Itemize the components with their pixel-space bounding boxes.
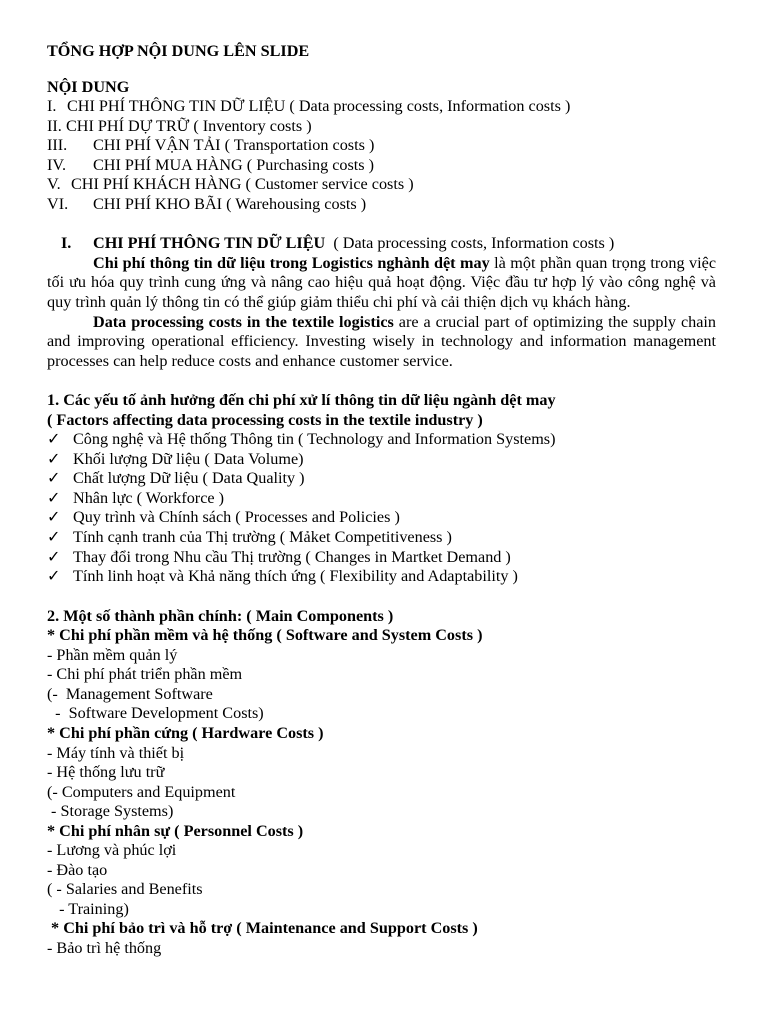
list-item: - Training) (47, 899, 129, 918)
toc-item: V. CHI PHÍ KHÁCH HÀNG ( Customer service costs ) (47, 175, 414, 194)
paragraph-vi: Chi phí thông tin dữ liệu trong Logistics nghành dệt may là một phần quan trọng trong việc tối ưu hóa quy trình cung ứng và nâng cao hiệu quả hoạt động. Việc đầu tư hợp lý vào công nghệ và quy trình quản lý thông tin có thể giúp giảm thiểu chi phí và cải thiện dịch vụ khách hàng. (47, 253, 716, 312)
components-list (47, 626, 716, 958)
component-heading: * Chi phí bảo trì và hỗ trợ ( Maintenance and Support Costs ) (47, 919, 478, 938)
check-icon: ✓ (47, 567, 61, 586)
list-item: (- Computers and Equipment (47, 782, 236, 801)
check-icon: ✓ (47, 469, 61, 488)
list-item: - Software Development Costs) (47, 704, 264, 723)
list-item: ✓ Tính cạnh tranh của Thị trường ( Mảket Competitiveness ) (47, 528, 452, 547)
table-of-contents (47, 97, 716, 214)
list-item: ✓ Nhân lực ( Workforce ) (47, 488, 224, 507)
check-icon: ✓ (47, 449, 61, 468)
paragraph-en: Data processing costs in the textile logistics are a crucial part of optimizing the supply chain and improving operational efficiency. Investing wisely in technology and information management processes can help reduce costs and enhance customer service. (47, 312, 716, 370)
section-heading: I. CHI PHÍ THÔNG TIN DỮ LIỆU ( Data processing costs, Information costs ) (61, 234, 615, 253)
list-item: - Đào tạo (47, 860, 108, 879)
list-item: - Storage Systems) (47, 802, 174, 821)
toc-item: III. CHI PHÍ VẬN TẢI ( Transportation costs ) (47, 136, 375, 155)
list-item: ✓ Công nghệ và Hệ thống Thông tin ( Technology and Information Systems) (47, 430, 556, 449)
check-icon: ✓ (47, 508, 61, 527)
component-heading: * Chi phí nhân sự ( Personnel Costs ) (47, 821, 304, 840)
factors-heading: 1. Các yếu tố ảnh hưởng đến chi phí xử lí thông tin dữ liệu ngành dệt may (47, 391, 556, 410)
list-item: ✓ Quy trình và Chính sách ( Processes and Policies ) (47, 508, 400, 527)
list-item: ✓ Chất lượng Dữ liệu ( Data Quality ) (47, 469, 305, 488)
check-icon: ✓ (47, 547, 61, 566)
components-heading: 2. Một số thành phần chính: ( Main Components ) (47, 606, 394, 625)
factors-heading-en: ( Factors affecting data processing costs in the textile industry ) (47, 410, 483, 429)
toc-item: IV. CHI PHÍ MUA HÀNG ( Purchasing costs ) (47, 155, 375, 174)
contents-heading: NỘI DUNG (47, 77, 130, 96)
factors-list (47, 430, 716, 586)
list-item: - Lương và phúc lợi (47, 841, 177, 860)
list-item: ✓ Tính linh hoạt và Khả năng thích ứng ( Flexibility and Adaptability ) (47, 567, 518, 586)
list-item: - Phần mềm quản lý (47, 645, 178, 664)
component-heading: * Chi phí phần mềm và hệ thống ( Software and System Costs ) (47, 626, 483, 645)
toc-item: VI. CHI PHÍ KHO BÃI ( Warehousing costs ) (47, 194, 367, 213)
list-item: (- Management Software (47, 684, 213, 703)
document-title: TỔNG HỢP NỘI DUNG LÊN SLIDE (47, 42, 310, 60)
check-icon: ✓ (47, 430, 61, 449)
list-item: ✓ Thay đổi trong Nhu cầu Thị trường ( Changes in Martket Demand ) (47, 547, 511, 566)
component-heading: * Chi phí phần cứng ( Hardware Costs ) (47, 723, 324, 742)
toc-item: II. CHI PHÍ DỰ TRỮ ( Inventory costs ) (47, 116, 312, 135)
list-item: - Hệ thống lưu trữ (47, 763, 165, 782)
list-item: - Chi phí phát triển phần mềm (47, 665, 243, 684)
list-item: - Máy tính và thiết bị (47, 743, 185, 762)
list-item: ( - Salaries and Benefits (47, 880, 203, 899)
toc-item: I. CHI PHÍ THÔNG TIN DỮ LIỆU ( Data processing costs, Information costs ) (47, 97, 571, 116)
check-icon: ✓ (47, 528, 61, 547)
list-item: - Bảo trì hệ thống (47, 938, 162, 957)
check-icon: ✓ (47, 488, 61, 507)
list-item: ✓ Khối lượng Dữ liệu ( Data Volume) (47, 449, 304, 468)
